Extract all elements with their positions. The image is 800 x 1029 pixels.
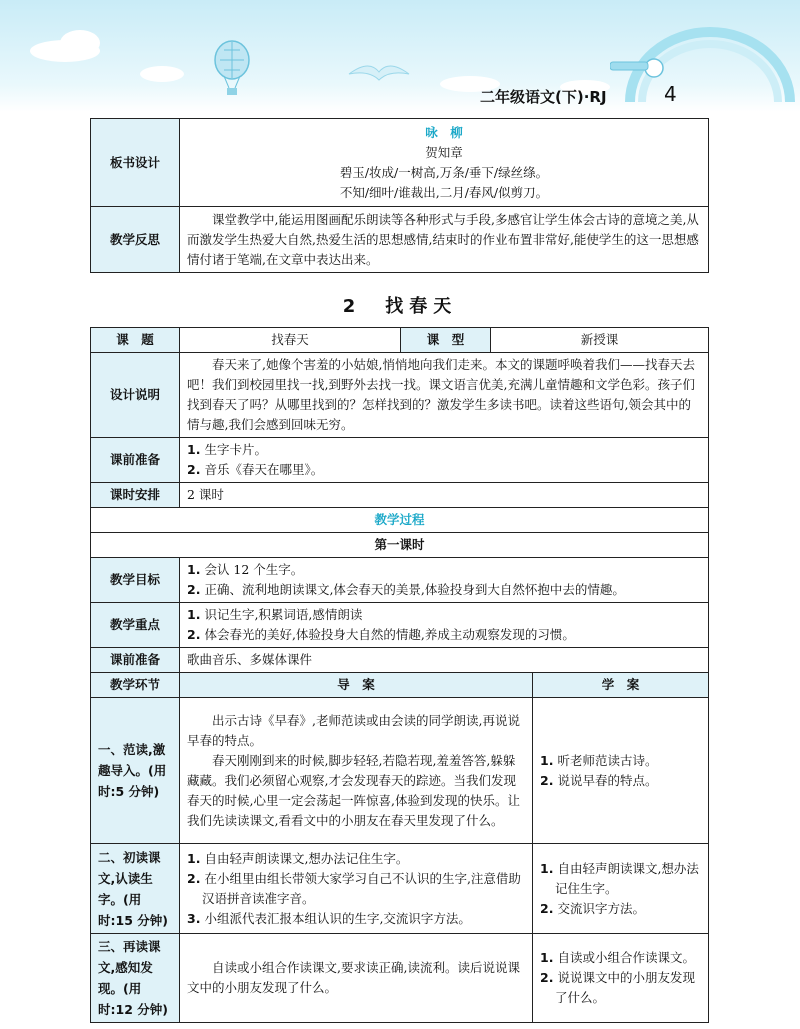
- lesson-title: 2 找春天: [342, 296, 458, 317]
- reflection-label: 教学反思: [91, 207, 180, 273]
- goal-items: [180, 558, 709, 603]
- type-label: 课 型: [401, 328, 491, 353]
- topic-label: 课 题: [91, 328, 180, 353]
- first-lesson-title: 第一课时: [91, 533, 709, 558]
- key-label: 教学重点: [91, 603, 180, 648]
- step-1-name: 一、范读,激趣导入。(用时:5 分钟): [91, 698, 180, 844]
- reflection-text: 课堂教学中,能运用图画配乐朗读等各种形式与手段,多感官让学生体会古诗的意境之美,从而激发学生热爱大自然,热爱生活的思想感情,结束时的作业布置非常好,能使学生的这一思想感情付诸于笔端,在文章中表达出来。: [180, 207, 709, 273]
- bird-icon: [344, 54, 414, 94]
- hot-air-balloon-icon: [212, 40, 252, 100]
- board-design-label: 板书设计: [91, 119, 180, 207]
- prep-item-2: 2. 音乐《春天在哪里》。: [187, 462, 324, 477]
- design-text: 春天来了,她像个害羞的小姑娘,悄悄地向我们走来。本文的课题呼唤着我们——找春天去吧！我们到校园里找一找,到野外去找一找。课文语言优美,充满儿童情趣和文学色彩。孩子们找到春天了吗？从哪里找到的？怎样找到的？激发学生多读书吧。读着这些语句,领会其中的情与趣,我们会感到回味无穷。: [180, 353, 709, 438]
- col-guide-header: 导 案: [180, 673, 533, 698]
- schedule-label: 课时安排: [91, 483, 180, 508]
- cloud-2: [60, 30, 100, 56]
- step-3-study-item-2: 2. 说说课文中的小朋友发现了什么。: [540, 970, 695, 1005]
- poem-title: 咏 柳: [425, 124, 463, 140]
- key-item-1: 1. 识记生字,积累词语,感情朗读: [187, 607, 363, 622]
- board-design-content: [180, 119, 709, 207]
- poem-author: 贺知章: [425, 144, 463, 160]
- step-1-study-item-2: 2. 说说早春的特点。: [540, 772, 658, 788]
- step-2-guide-item-3: 3. 小组派代表汇报本组认识的生字,交流识字方法。: [187, 910, 471, 926]
- topic-value: 找春天: [180, 328, 401, 353]
- step-1-guide-p1: 出示古诗《早春》,老师范读或由会读的同学朗读,再说说早春的特点。: [187, 712, 520, 748]
- prep2-value: 歌曲音乐、多媒体课件: [180, 648, 709, 673]
- goal-item-2: 2. 正确、流利地朗读课文,体会春天的美景,体验投身到大自然怀抱中去的情趣。: [187, 582, 625, 597]
- step-1-guide: [180, 698, 533, 844]
- step-1-study-item-1: 1. 听老师范读古诗。: [540, 752, 658, 768]
- process-title: 教学过程: [91, 508, 709, 533]
- step-1-study: [533, 698, 709, 844]
- cloud-3: [140, 66, 184, 82]
- goal-label: 教学目标: [91, 558, 180, 603]
- prep2-label: 课前准备: [91, 648, 180, 673]
- step-2-study-item-2: 2. 交流识字方法。: [540, 900, 645, 916]
- prep-item-1: 1. 生字卡片。: [187, 442, 267, 457]
- col-step-header: 教学环节: [91, 673, 180, 698]
- step-2-study: [533, 844, 709, 934]
- book-label: 二年级语文(下)·RJ: [480, 88, 607, 106]
- goal-item-1: 1. 会认 12 个生字。: [187, 562, 304, 577]
- lesson-plan-table: [90, 327, 709, 1023]
- key-items: [180, 603, 709, 648]
- step-3-guide: 自读或小组合作读课文,要求读正确,读流利。读后说说课文中的小朋友发现了什么。: [180, 934, 533, 1023]
- prep-label: 课前准备: [91, 438, 180, 483]
- col-study-header: 学 案: [533, 673, 709, 698]
- type-value: 新授课: [491, 328, 709, 353]
- step-2-name: 二、初读课文,认读生字。(用时:15 分钟): [91, 844, 180, 934]
- poem-line-2: 不知/细叶/谁裁出,二月/春风/似剪刀。: [339, 184, 549, 200]
- step-2-guide-item-2: 2. 在小组里由组长带领大家学习自己不认识的生字,注意借助汉语拼音读准字音。: [187, 870, 521, 906]
- step-2-study-item-1: 1. 自由轻声朗读课文,想办法记住生字。: [540, 860, 699, 896]
- schedule-value: 2 课时: [180, 483, 709, 508]
- step-2-guide: [180, 844, 533, 934]
- step-3-name: 三、再读课文,感知发现。(用时:12 分钟): [91, 934, 180, 1023]
- board-reflection-table: [90, 118, 709, 273]
- rainbow-telescope-icon: [610, 22, 800, 102]
- key-item-2: 2. 体会春光的美好,体验投身大自然的情趣,养成主动观察发现的习惯。: [187, 627, 575, 642]
- design-label: 设计说明: [91, 353, 180, 438]
- prep-items: [180, 438, 709, 483]
- page-number: 4: [664, 82, 677, 106]
- step-3-study-item-1: 1. 自读或小组合作读课文。: [540, 950, 695, 965]
- poem-line-1: 碧玉/妆成/一树高,万条/垂下/绿丝绦。: [339, 164, 549, 180]
- step-3-study: [533, 934, 709, 1023]
- step-2-guide-item-1: 1. 自由轻声朗读课文,想办法记住生字。: [187, 850, 409, 866]
- step-1-guide-p2: 春天刚刚到来的时候,脚步轻轻,若隐若现,羞羞答答,躲躲藏藏。我们必须留心观察,才会发现春天的踪迹。当我们发现春天的时候,心里一定会荡起一阵惊喜,体验到发现的快乐。让我们先读读课文,看看文中的小朋友在春天里发现了什么。: [187, 752, 520, 828]
